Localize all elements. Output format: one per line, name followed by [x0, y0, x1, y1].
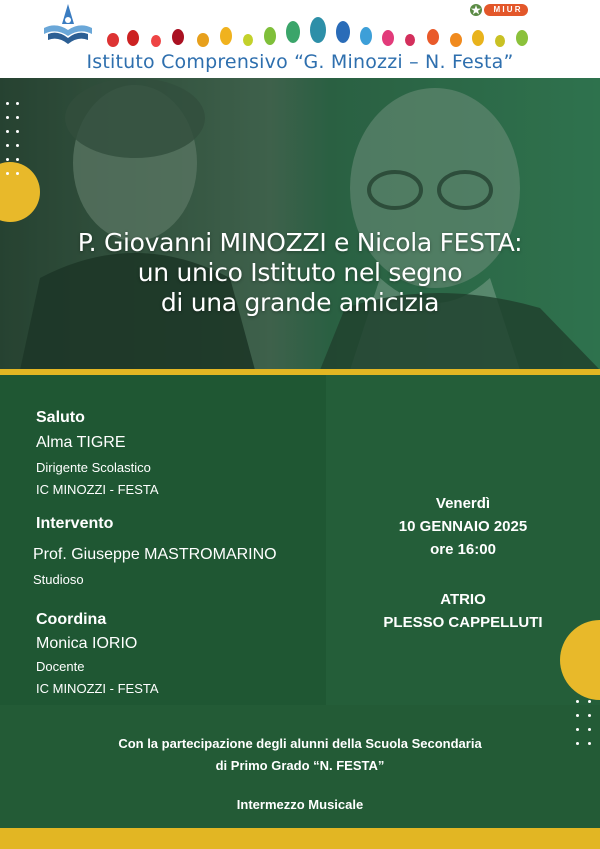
- school-name: Istituto Comprensivo “G. Minozzi – N. Festa”: [86, 51, 514, 73]
- saluto-heading: Saluto: [36, 409, 85, 426]
- portrait-banner: [0, 78, 600, 370]
- portraits-illustration: [0, 78, 600, 370]
- decorative-dots-left: [6, 102, 26, 192]
- title-line-1: P. Giovanni MINOZZI e Nicola FESTA:: [77, 228, 523, 257]
- saluto-org: IC MINOZZI - FESTA: [36, 482, 159, 497]
- participation-line-1: Con la partecipazione degli alunni della Scuola Secondaria: [118, 736, 482, 751]
- event-place-2: PLESSO CAPPELLUTI: [383, 614, 543, 631]
- institutional-logos: [470, 2, 528, 18]
- book-logo-icon: [40, 2, 96, 48]
- coordina-org: IC MINOZZI - FESTA: [36, 681, 159, 696]
- miur-logo-text: M I U R: [493, 5, 521, 14]
- event-title: [0, 228, 600, 318]
- coordina-role: Docente: [36, 659, 85, 674]
- event-time: ore 16:00: [430, 541, 496, 558]
- event-date: 10 GENNAIO 2025: [398, 518, 528, 535]
- saluto-name: Alma TIGRE: [36, 434, 126, 451]
- gold-divider-bottom: [0, 828, 600, 849]
- intervento-heading: Intervento: [36, 515, 114, 532]
- intermezzo-text: Intermezzo Musicale: [236, 797, 364, 812]
- title-line-3: di una grande amicizia: [160, 288, 440, 317]
- header: [0, 0, 600, 78]
- coordina-name: Monica IORIO: [36, 635, 138, 652]
- title-line-2: un unico Istituto nel segno: [137, 258, 463, 287]
- event-day: Venerdì: [435, 495, 491, 512]
- intervento-role: Studioso: [33, 572, 84, 587]
- event-place-1: ATRIO: [440, 591, 486, 608]
- intervento-name: Prof. Giuseppe MASTROMARINO: [33, 546, 277, 563]
- saluto-role: Dirigente Scolastico: [36, 460, 151, 475]
- coordina-heading: Coordina: [36, 611, 107, 628]
- participation-line-2: di Primo Grado “N. FESTA”: [215, 758, 385, 773]
